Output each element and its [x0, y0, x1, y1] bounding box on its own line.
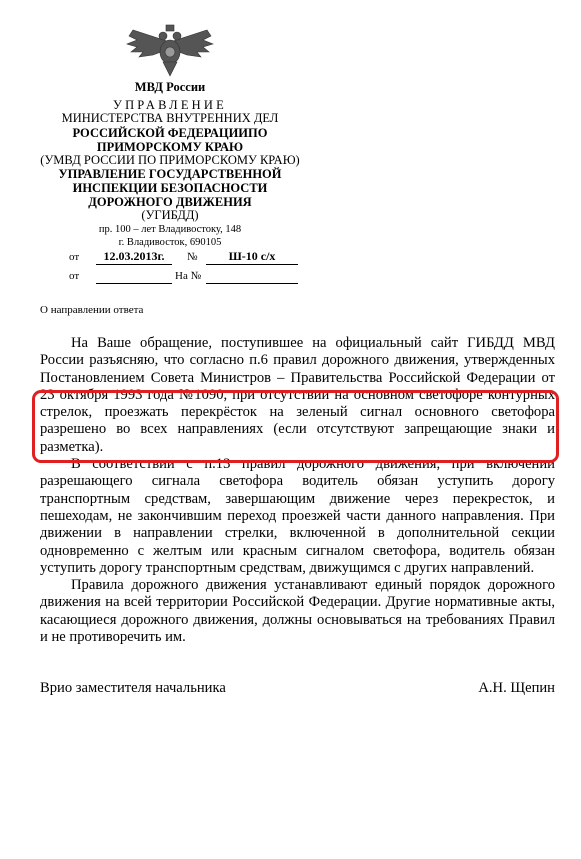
letterhead — [40, 79, 300, 249]
double-headed-eagle-emblem-icon — [125, 22, 215, 78]
registration-number: Ш-10 с/х — [206, 249, 298, 265]
letterhead-ministry: МИНИСТЕРСТВА ВНУТРЕННИХ ДЕЛ — [61, 111, 279, 125]
letterhead-gov-directorate: УПРАВЛЕНИЕ ГОСУДАРСТВЕННОЙ — [58, 167, 282, 181]
letter-subject: О направлении ответа — [40, 304, 144, 316]
from-label-2: от — [69, 270, 80, 282]
letterhead-address-city: г. Владивосток, 690105 — [118, 236, 222, 248]
letterhead-abbrev: (УМВД РОССИИ ПО ПРИМОРСКОМУ КРАЮ) — [40, 152, 300, 167]
letterhead-address-street: пр. 100 – лет Владивостоку, 148 — [98, 223, 242, 235]
letterhead-federation: РОССИЙСКОЙ ФЕДЕРАЦИИПО — [72, 125, 268, 140]
letterhead-upravlenie: УПРАВЛЕНИЕ — [113, 98, 227, 112]
letterhead-region: ПРИМОРСКОМУ КРАЮ — [96, 139, 244, 154]
from-label: от — [69, 251, 80, 263]
highlight-annotation — [32, 390, 559, 463]
reply-date-field — [96, 268, 172, 284]
reply-number-label: На № — [175, 270, 202, 282]
letterhead-mvd: МВД России — [134, 80, 206, 94]
signatory-name: А.Н. Щепин — [478, 680, 555, 696]
letterhead-inspection: ИНСПЕКЦИИ БЕЗОПАСНОСТИ — [72, 181, 268, 195]
body-paragraph-2: В соответствии с п.13 правил дорожного движения, при включении разрешающего сигнала светофора водитель обязан уступить дорогу транспортным средствам, завершающим движение через перекресток, и пешеходам, не закончившим переход проезжей части данного направления. При движении в направлении стрелки, включенной в дополнительной секции одновременно с желтым или красным сигналом светофора, водитель обязан уступить дорогу транспортным средствам, движущимся с других направлений. — [40, 456, 555, 576]
letter-body — [40, 335, 555, 646]
reply-number-field — [206, 268, 298, 284]
letterhead-ugibdd: (УГИБДД) — [141, 208, 199, 222]
number-label: № — [187, 251, 198, 263]
body-paragraph-1: На Ваше обращение, поступившее на официальный сайт ГИБДД МВД России разъясняю, что согласно п.6 правил дорожного движения, утвержденных Постановлением Совета Министров – Правительства Российской Федерации от 23 октября 1993 года №1090, при отсутствии на основном светофоре контурных стрелок, проезжать перекрёсток на зеленый сигнал основного светофора разрешено во всех направлениях (если отсутствуют запрещающие знаки и разметка). — [40, 335, 555, 455]
body-paragraph-3: Правила дорожного движения устанавливают единый порядок дорожного движения на всей территории Российской Федерации. Другие нормативные акты, касающиеся дорожного движения, должны основываться на требованиях Правил и не противоречить им. — [40, 577, 555, 646]
registration-date: 12.03.2013г. — [96, 249, 172, 265]
signatory-position: Врио заместителя начальника — [40, 680, 226, 696]
letterhead-traffic: ДОРОЖНОГО ДВИЖЕНИЯ — [88, 195, 252, 209]
